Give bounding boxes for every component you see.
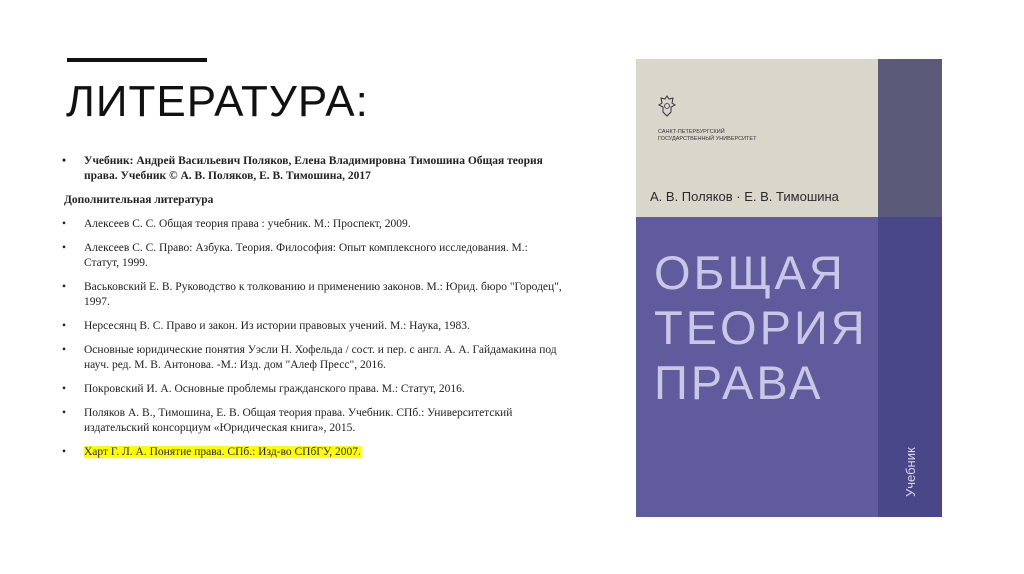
bullet: • xyxy=(62,344,67,356)
list-item xyxy=(62,343,562,373)
list-item-text: Васьковский Е. В. Руководство к толкованию и применению законов. М.: Юрид. бюро "Городец", 1997. xyxy=(84,281,562,308)
bullet: • xyxy=(62,446,67,458)
highlighted-list-item xyxy=(62,445,562,460)
university-name: САНКТ-ПЕТЕРБУРГСКИЙ ГОСУДАРСТВЕННЫЙ УНИВЕРСИТЕТ xyxy=(658,129,757,142)
highlighted-item-text: Харт Г. Л. А. Понятие права. СПб.: Изд-во СПбГУ, 2007. xyxy=(84,446,361,458)
book-cover-image xyxy=(636,59,942,517)
main-textbook-text: Учебник: Андрей Васильевич Поляков, Елена Владимировна Тимошина Общая теория права. Учебник © А. В. Поляков, Е. В. Тимошина, 2017 xyxy=(84,155,543,182)
bullet: • xyxy=(62,218,67,230)
bullet: • xyxy=(62,407,67,419)
bibliography xyxy=(62,154,562,469)
eagle-emblem-icon xyxy=(658,95,676,117)
bullet: • xyxy=(62,281,67,293)
list-item xyxy=(62,280,562,310)
page-title: ЛИТЕРАТУРА: xyxy=(66,77,369,126)
bullet: • xyxy=(62,320,67,332)
book-spine-label: Учебник xyxy=(903,447,918,497)
additional-literature-heading: Дополнительная литература xyxy=(64,194,214,206)
list-item-text: Покровский И. А. Основные проблемы гражданского права. М.: Статут, 2016. xyxy=(84,383,465,395)
list-item xyxy=(62,382,562,397)
list-item-text: Алексеев С. С. Право: Азбука. Теория. Философия: Опыт комплексного исследования. М.: Статут, 1999. xyxy=(84,242,528,269)
main-textbook-item xyxy=(62,154,562,184)
list-item xyxy=(62,217,562,232)
bullet: • xyxy=(62,155,67,167)
book-title-line-2: ТЕОРИЯ xyxy=(654,301,868,354)
title-accent-bar xyxy=(67,58,207,62)
bullet: • xyxy=(62,383,67,395)
list-item-text: Основные юридические понятия Уэсли Н. Хофельда / сост. и пер. с англ. А. А. Гайдамакина под науч. ред. М. В. Антонова. -М.: Изд. дом "Алеф Пресс", 2016. xyxy=(84,344,557,371)
list-item xyxy=(62,406,562,436)
list-item-text: Алексеев С. С. Общая теория права : учебник. М.: Проспект, 2009. xyxy=(84,218,411,230)
list-item-text: Поляков А. В., Тимошина, Е. В. Общая теория права. Учебник. СПб.: Университетский издательский консорциум «Юридическая книга», 2015. xyxy=(84,407,513,434)
book-title-line-3: ПРАВА xyxy=(654,356,824,409)
cover-strip-top xyxy=(878,59,942,217)
bullet: • xyxy=(62,242,67,254)
book-title-line-1: ОБЩАЯ xyxy=(654,246,846,299)
book-authors: А. В. Поляков · Е. В. Тимошина xyxy=(650,189,839,204)
list-item xyxy=(62,241,562,271)
list-item xyxy=(62,319,562,334)
list-item-text: Нерсесянц В. С. Право и закон. Из истории правовых учений. М.: Наука, 1983. xyxy=(84,320,470,332)
